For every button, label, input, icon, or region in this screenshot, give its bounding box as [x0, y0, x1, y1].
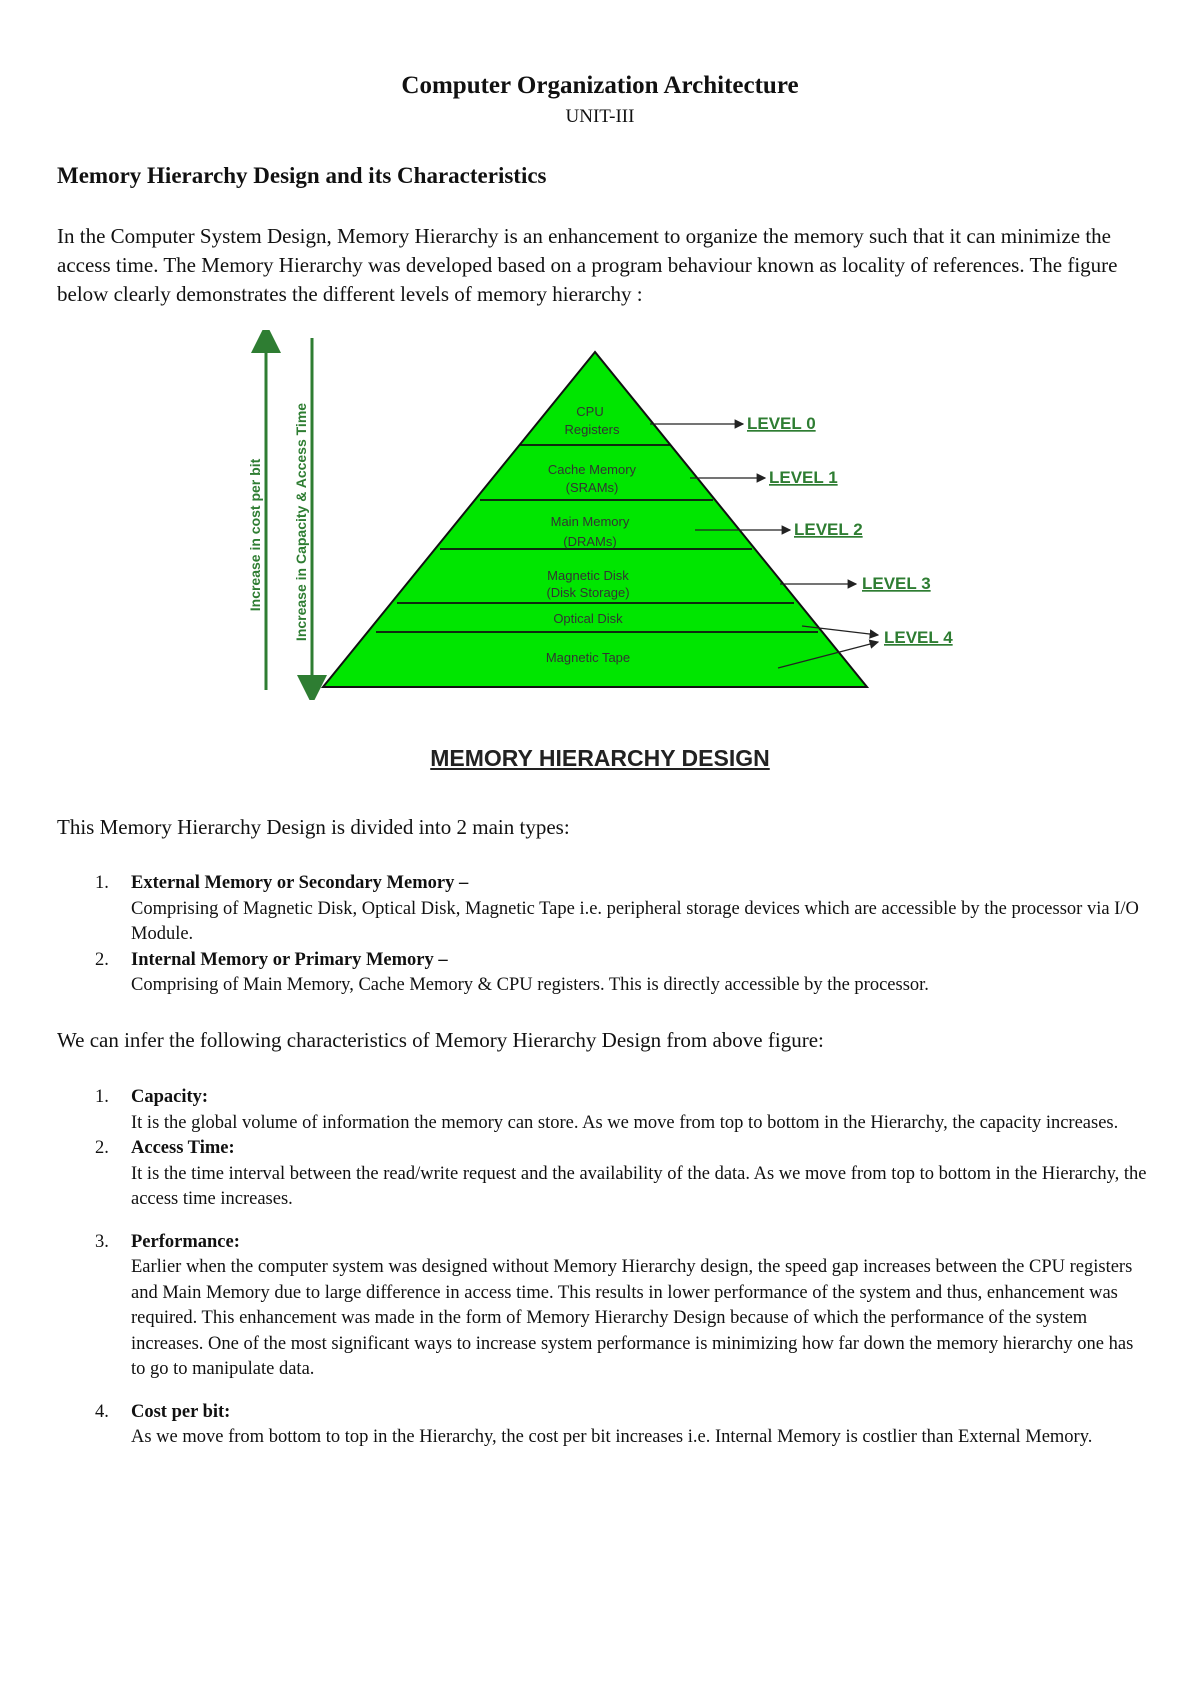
layer-cache-line2: (SRAMs) [565, 480, 619, 495]
list-desc: Earlier when the computer system was designed without Memory Hierarchy design, the speed gap increases between the CPU registers and Main Memory due to large difference in access time. This results in lower performance of the system and thus, enhancement was required. This enhancement was made in the form of Memory Hierarchy Design because of which the performance of the system increases. One of the most significant ways to increase system performance is minimizing how far down the memory hierarchy one has to go to manipulate data. [131, 1257, 1134, 1379]
memory-hierarchy-diagram [230, 330, 970, 700]
layer-optical-line1: Optical Disk [553, 611, 623, 626]
types-lead: This Memory Hierarchy Design is divided into 2 main types: [57, 815, 570, 839]
list-item [57, 1085, 1147, 1136]
list-term: Capacity: [131, 1087, 209, 1107]
list-desc: It is the time interval between the read/write request and the availability of the data. As we move from top to bottom in the Hierarchy, the access time increases. [131, 1163, 1147, 1209]
layer-cache-line1: Cache Memory [547, 462, 637, 477]
list-number: 2. [95, 949, 109, 970]
capacity-axis-label: Increase in Capacity & Access Time [293, 402, 309, 642]
list-term: Access Time: [131, 1138, 235, 1158]
list-number: 2. [95, 1138, 109, 1158]
section-heading: Memory Hierarchy Design and its Characteristics [57, 163, 547, 188]
layer-disk-line1: Magnetic Disk [547, 568, 629, 583]
list-term: Cost per bit: [131, 1401, 231, 1422]
level-4-label: LEVEL 4 [884, 628, 953, 647]
layer-main-line2: (DRAMs) [563, 534, 617, 549]
diagram-caption: MEMORY HIERARCHY DESIGN [430, 745, 770, 771]
list-number: 4. [95, 1401, 109, 1422]
memory-types-list [57, 871, 1147, 999]
list-desc: Comprising of Magnetic Disk, Optical Disk, Magnetic Tape i.e. peripheral storage devices which are accessible by the processor via I/O Module. [131, 898, 1139, 944]
layer-disk-line2: (Disk Storage) [546, 585, 630, 600]
document-title: Computer Organization Architecture [401, 72, 799, 99]
list-desc: Comprising of Main Memory, Cache Memory & CPU registers. This is directly accessible by the processor. [131, 975, 929, 995]
layer-cpu-line1: CPU [576, 404, 604, 419]
level-0-label: LEVEL 0 [747, 414, 816, 433]
list-item [57, 871, 1147, 948]
list-term: External Memory or Secondary Memory – [131, 873, 469, 893]
list-desc: It is the global volume of information the memory can store. As we move from top to bottom in the Hierarchy, the capacity increases. [131, 1112, 1119, 1133]
intro-paragraph: In the Computer System Design, Memory Hierarchy is an enhancement to organize the memory such that it can minimize the access time. The Memory Hierarchy was developed based on a program behaviour known as locality of references. The figure below clearly demonstrates the different levels of memory hierarchy : [57, 224, 1118, 306]
level-2-label: LEVEL 2 [794, 520, 863, 539]
layer-tape-line1: Magnetic Tape [545, 650, 631, 665]
list-term: Performance: [131, 1231, 240, 1252]
list-item [57, 1230, 1147, 1383]
list-item [57, 948, 1147, 999]
level-3-label: LEVEL 3 [862, 574, 931, 593]
list-number: 1. [95, 873, 109, 893]
list-item [57, 1136, 1147, 1213]
list-term: Internal Memory or Primary Memory – [131, 949, 448, 970]
characteristics-lead: We can infer the following characteristics of Memory Hierarchy Design from above figure: [57, 1028, 824, 1052]
layer-main-line1: Main Memory [550, 514, 630, 529]
level-1-label: LEVEL 1 [769, 468, 838, 487]
list-desc: As we move from bottom to top in the Hierarchy, the cost per bit increases i.e. Internal Memory is costlier than External Memory. [131, 1427, 1093, 1447]
list-number: 3. [95, 1231, 109, 1252]
list-number: 1. [95, 1087, 109, 1107]
cost-axis-label: Increase in cost per bit [247, 458, 263, 612]
layer-cpu-line2: Registers [564, 422, 620, 437]
list-item [57, 1400, 1147, 1451]
characteristics-list [57, 1085, 1147, 1451]
unit-label: UNIT-III [565, 106, 635, 127]
